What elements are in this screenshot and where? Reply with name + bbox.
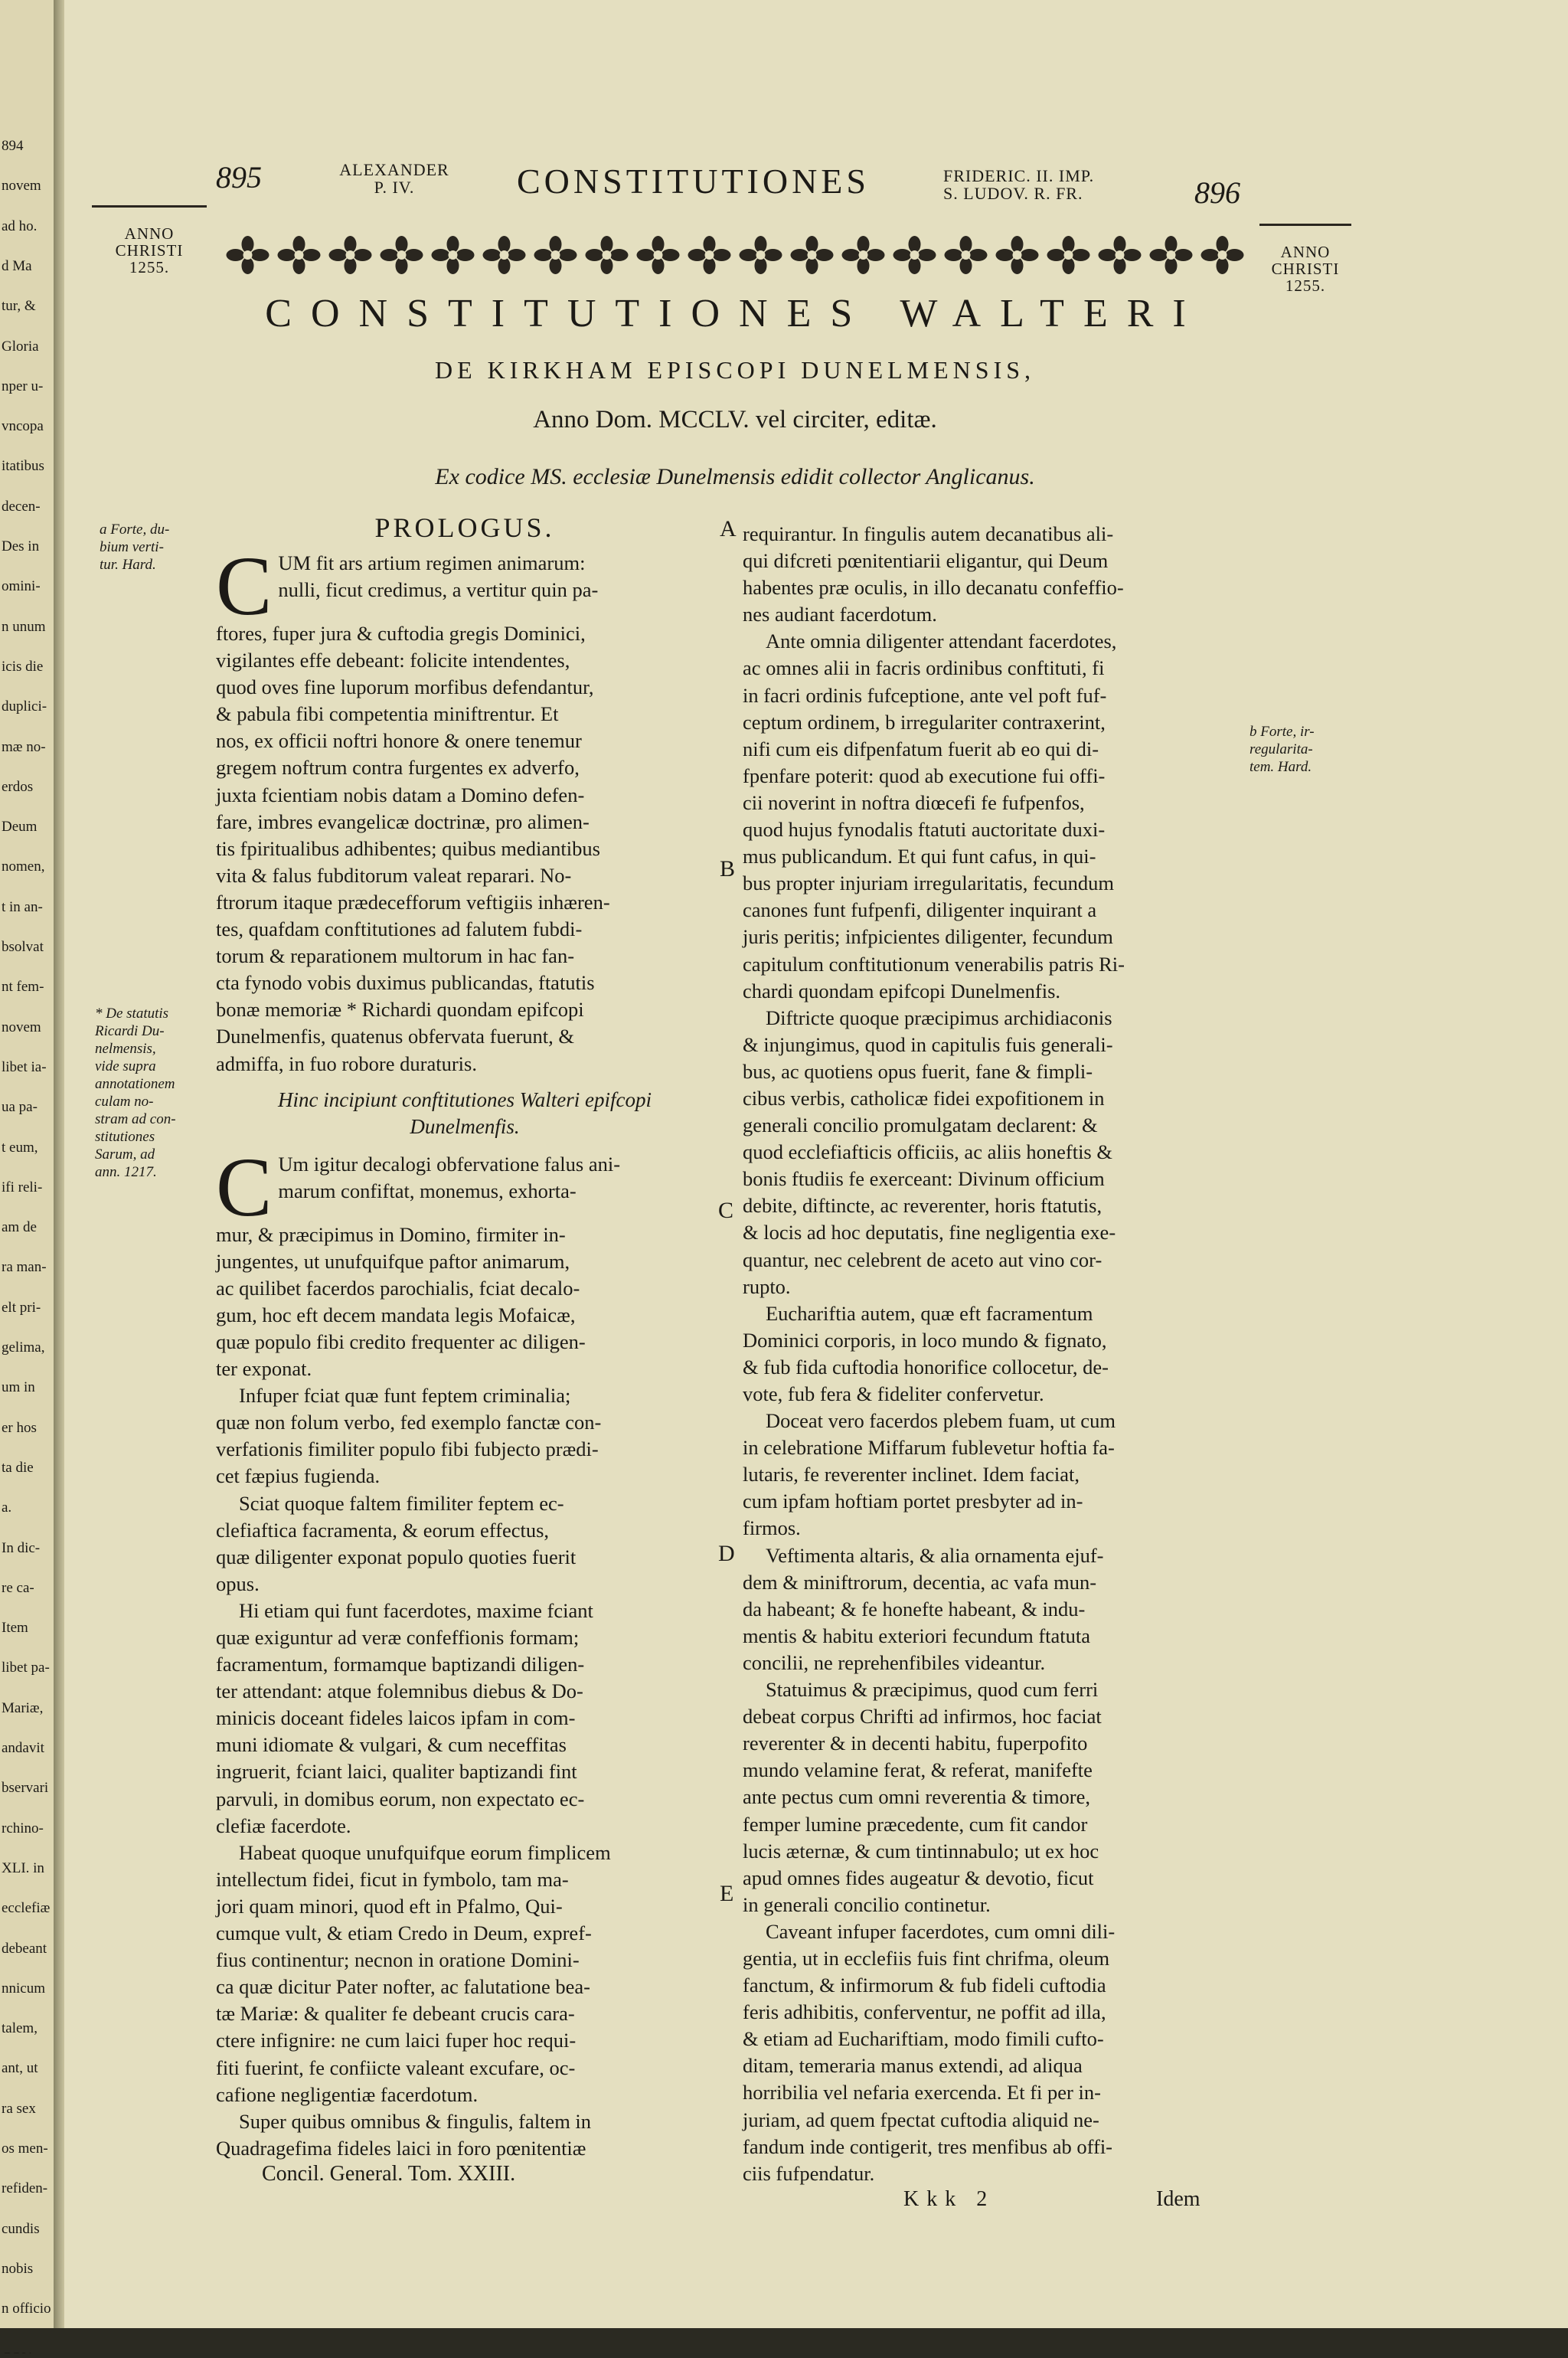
paragraph-vestimenta: Veftimenta altaris, & alia ornamenta ejuf- dem & miniftrorum, decentia, ac vafa mun- da habeant; & fe honefte habeant, & indu- mentis & habitu exteriori fecundum ftatuta concilii, ne reprehenfibiles videantur. bbox=[743, 1543, 1104, 1674]
signature-mark: Kkk 2 bbox=[903, 2186, 995, 2211]
column-right bbox=[743, 521, 1240, 2218]
anno-christi-right: ANNO CHRISTI 1255. bbox=[1271, 243, 1340, 295]
section-letter-c: C bbox=[718, 1198, 734, 1223]
ornament-motif bbox=[534, 236, 577, 274]
section-letter-b: B bbox=[720, 856, 736, 881]
facing-page-fragment: XLI. in bbox=[2, 1859, 44, 1876]
facing-page-fragment: elt pri- bbox=[2, 1299, 41, 1316]
ornament-motif bbox=[996, 236, 1039, 274]
paragraph-confessio: Hi etiam qui funt facerdotes, maxime fciant quæ exiguntur ad veræ confeffionis formam; facramentum, formamque baptizandi diligen- ter attendant: atque folemnibus diebus & Do- minicis doceant fideles laicos ipfam in com- muni idiomate & vulgari, & cum neceffitas ingruerit, fciant laici, qualiter baptizandi fint parvuli, in domibus eorum, non expectato ec- clefiæ facerdote. bbox=[216, 1598, 593, 1837]
section-subheading: Hinc incipiunt conftitutiones Walteri epifcopi Dunelmenfis. bbox=[278, 1087, 652, 1138]
facing-page-fragment: ra man- bbox=[2, 1259, 47, 1276]
ornament-motif bbox=[637, 236, 680, 274]
facing-page-fragment: libet pa- bbox=[2, 1660, 50, 1676]
ornament-motif bbox=[432, 236, 475, 274]
paragraph-quadragesima: Super quibus omnibus & fingulis, faltem in Quadragefima fideles laici in foro pœnitentiæ bbox=[216, 2109, 592, 2160]
facing-page-fragment: t eum, bbox=[2, 1139, 38, 1156]
paragraph-hostia: Doceat vero facerdos plebem fuam, ut cum in celebratione Miffarum fublevetur hoftia fa- lutaris, fe reverenter inclinet. Idem faciat, cum ipfam hoftiam portet presbyter ad in- firmos. bbox=[743, 1409, 1116, 1540]
ornament-motif bbox=[381, 236, 423, 274]
page-footer-right bbox=[743, 2187, 1240, 2218]
subtitle-author: DE KIRKHAM EPISCOPI DUNELMENSIS, bbox=[434, 356, 1036, 384]
header-left-label: ALEXANDER P. IV. bbox=[339, 160, 449, 197]
ornament-motif bbox=[483, 236, 526, 274]
section-letter-a: A bbox=[720, 516, 737, 541]
subtitle-date: Anno Dom. MCCLV. vel circiter, editæ. bbox=[533, 406, 937, 433]
facing-page-fragment: ta die bbox=[2, 1459, 34, 1476]
facing-page-fragment: Gloria bbox=[2, 338, 39, 355]
paragraph-archidiaconi: Diftricte quoque præcipimus archidiaconis & injungimus, quod in capitulis fuis generali- bus, ac quotiens opus fuerit, fane & fimpli- cibus verbis, catholicæ fidei expofitionem in generali concilio promulgatam declarent: & quod ecclefiafticis officiis, ac aliis honeftis & bonis ftudiis fe exerceant: Divinum officium debite, diftincte, ac reverenter, horis ftatutis, & locis ad hoc deputatis, fine negligentia exe- quantur, nec celebrent de aceto aut vino cor- rupto. bbox=[743, 1006, 1116, 1298]
anno-christi-left: ANNO CHRISTI 1255. bbox=[115, 224, 184, 276]
facing-page-fragment: mæ no- bbox=[2, 738, 46, 755]
ornament-motif bbox=[1047, 236, 1090, 274]
facing-page-fragment: duplici- bbox=[2, 698, 47, 715]
ornament-band bbox=[222, 231, 1248, 279]
facing-page-fragment: n officio bbox=[2, 2301, 51, 2317]
catchword: Idem bbox=[1156, 2186, 1200, 2211]
facing-page-edge bbox=[0, 0, 54, 2328]
facing-page-fragment: novem bbox=[2, 1019, 41, 1035]
paragraph-criminalia: Infuper fciat quæ funt feptem criminalia; quæ non folum verbo, fed exemplo fanctæ con- verfationis fimiliter populo fibi fubjecto prædi- cet fæpius fugienda. bbox=[216, 1384, 602, 1488]
ornament-motif bbox=[1150, 236, 1193, 274]
ornament-motif bbox=[740, 236, 782, 274]
page-number-right: 896 bbox=[1194, 175, 1240, 210]
facing-page-fragment: nnicum bbox=[2, 1980, 45, 1997]
facing-page-fragment: novem bbox=[2, 178, 41, 195]
column-left bbox=[216, 512, 714, 2186]
prologue-paragraph: C UM fit ars artium regimen animarum: nulli, ficut credimus, a vertitur quin pa- ftores, fuper jura & cuftodia gregis Dominici, vigilantes effe debeant: folicite intendentes, quod oves fine luporum morfibus defendantur, & pabula fibi competentia miniftrentur. Et nos, ex officii noftri honore & onere tenemur gregem noftrum contra furgentes ex adverfo, juxta fcientiam nobis datam a Domino defen- fare, imbres evangelicæ doctrinæ, pro alimen- tis fpiritualibus adhibentes; quibus mediantibus vita & falus fubditorum valeat reparari. No- ftrorum itaque prædecefforum veftigiis inhæren- tes, quafdam conftitutiones ad falutem fubdi- torum & reparationem multorum in hac fan- cta fynodo vobis duximus publicandas, ftatutis bonæ memoriæ * Richardi quondam epifcopi Dunelmenfis, quatenus obfervata fuerunt, & admiffa, in fuo robore duraturis. bbox=[216, 539, 610, 1075]
facing-page-fragment: ecclefiæ bbox=[2, 1900, 51, 1917]
facing-page-fragment: vncopa bbox=[2, 418, 44, 435]
ornament-motif bbox=[893, 236, 936, 274]
facing-page-fragment: ant, ut bbox=[2, 2060, 38, 2077]
facing-page-fragment: ad ho. bbox=[2, 217, 38, 234]
running-title: CONSTITUTIONES bbox=[517, 162, 870, 201]
facing-page-fragment: gelima, bbox=[2, 1339, 45, 1356]
facing-page-fragment: Deum bbox=[2, 819, 38, 836]
ornament-motif bbox=[278, 236, 321, 274]
facing-page-fragment: am de bbox=[2, 1219, 37, 1236]
background-strip bbox=[0, 2328, 1568, 2353]
facing-page-fragment: re ca- bbox=[2, 1579, 34, 1596]
facing-page-fragment: er hos bbox=[2, 1419, 37, 1436]
paragraph-chrisma: Caveant infuper facerdotes, cum omni dili- gentia, ut in ecclefiis fuis fint chrifma, oleum fanctum, & infirmorum & fub fideli cuftodia feris adhibitis, conferventur, ne poffit ad illa, & etiam ad Euchariftiam, modo fimili cufto- ditam, temeraria manus extendi, ad aliqua horribilia vel nefaria exercenda. Et fi per in- juriam, ad quem fpectat cuftodia aliquid ne- fandum inde contigerit, tres menfibus ab offi- ciis fufpendatur. bbox=[743, 1919, 1116, 2185]
facing-page-fragment: itatibus bbox=[2, 458, 44, 475]
facing-page-fragment: ua pa- bbox=[2, 1099, 38, 1116]
facing-page-fragment: icis die bbox=[2, 658, 44, 675]
paragraph-fides: Habeat quoque unufquifque eorum fimplicem intellectum fidei, ficut in fymbolo, tam ma- jori quam minori, quod eft in Pfalmo, Qui- cumque vult, & etiam Credo in Deum, expref- fius continentur; necnon in oratione Domini- ca quæ dicitur Pater nofter, ac falutatione bea- tæ Mariæ: & qualiter fe debeant crucis cara- ctere infignire: ne cum laici fuper hoc requi- fiti fuerint, fe confiicte valeant excufare, oc- cafione negligentiæ facerdotum. bbox=[216, 1840, 611, 2106]
facing-page-fragment: 894 bbox=[2, 138, 24, 154]
facing-page-fragment: In dic- bbox=[2, 1539, 41, 1556]
facing-page-fragment: Item bbox=[2, 1620, 28, 1637]
facing-page-fragment: decen- bbox=[2, 498, 41, 515]
facing-page-fragment: talem, bbox=[2, 2020, 38, 2037]
margin-note-star: * De statutis Ricardi Du- nelmensis, vide supra annotationem culam no- stram ad con- stitutiones Sarum, ad ann. 1217. bbox=[95, 1006, 176, 1180]
facing-page-fragment: ifi reli- bbox=[2, 1179, 43, 1195]
paragraph-eucharistia: Euchariftia autem, quæ eft facramentum Dominici corporis, in loco mundo & fignato, & fub fida cuftodia honorifice collocetur, de- vote, fub fera & fideliter confervetur. bbox=[743, 1301, 1109, 1405]
facing-page-fragment: cundis bbox=[2, 2220, 40, 2237]
ornament-motif bbox=[791, 236, 834, 274]
facing-page-fragment: n unum bbox=[2, 618, 46, 635]
facing-page-fragment: t in an- bbox=[2, 898, 43, 915]
facing-page-fragment: Des in bbox=[2, 538, 40, 554]
header-rule-left bbox=[92, 205, 207, 208]
ornament-motif bbox=[227, 236, 270, 274]
ornament-motif bbox=[329, 236, 372, 274]
page-number-left: 895 bbox=[216, 160, 262, 195]
ornament-motif bbox=[842, 236, 885, 274]
facing-page-fragment: nomen, bbox=[2, 858, 45, 875]
facing-page-fragment: d Ma bbox=[2, 257, 32, 274]
facing-page-fragment: um in bbox=[2, 1379, 35, 1396]
prologue-heading: PROLOGUS. bbox=[374, 512, 555, 543]
paragraph-irregularitas: Ante omnia diligenter attendant facerdotes, ac omnes alii in facris ordinibus conftituti, fi in facri ordinis fufceptione, ante vel poft fuf- ceptum ordinem, b irregulariter contraxerint, nifi cum eis difpenfatum fuerit ab eo qui di- fpenfare poterit: quod ab executione fui offi- cii noverint in noftra diœcefi fe fufpenfos, quod hujus fynodalis ftatuti auctoritate duxi- mus publicandum. Et qui funt cafus, in qui- bus propter injuriam irregularitatis, fecundum canones funt fufpenfi, diligenter inquirant a juris peritis; infpicientes diligenter, fecundum capitulum conftitutionum venerabilis patris Ri- chardi quondam epifcopi Dunelmenfis. bbox=[743, 630, 1125, 1002]
facing-page-fragment: rchino- bbox=[2, 1820, 44, 1836]
header-right-label: FRIDERIC. II. IMP. S. LUDOV. R. FR. bbox=[943, 166, 1095, 203]
header-rule-right bbox=[1259, 224, 1351, 226]
margin-note-a: a Forte, du- bium verti- tur. Hard. bbox=[100, 522, 170, 573]
facing-page-fragment: nobis bbox=[2, 2260, 34, 2277]
facing-page-fragment: refiden- bbox=[2, 2180, 48, 2197]
book-gutter bbox=[54, 0, 64, 2328]
paragraph-poenitentiarii: requirantur. In fingulis autem decanatibus ali- qui difcreti pœnitentiarii eligantur, qui Deum habentes præ oculis, in illo decanatu confeffio- nes audiant facerdotum. bbox=[743, 522, 1124, 626]
drop-cap-section: C bbox=[216, 1140, 273, 1234]
source-note: Ex codice MS. ecclesiæ Dunelmensis edidit collector Anglicanus. bbox=[435, 464, 1035, 489]
facing-page-fragment: andavit bbox=[2, 1740, 44, 1756]
facing-page-fragment: nt fem- bbox=[2, 979, 44, 996]
footer-volume: Concil. General. Tom. XXIII. bbox=[262, 2161, 516, 2186]
facing-page-fragment: nper u- bbox=[2, 378, 44, 394]
section-letter-d: D bbox=[718, 1541, 735, 1566]
facing-page-fragment: ra sex bbox=[2, 2100, 36, 2117]
facing-page-fragment: bsolvat bbox=[2, 939, 44, 955]
facing-page-fragment: libet ia- bbox=[2, 1058, 47, 1075]
ornament-motif bbox=[586, 236, 629, 274]
drop-cap-prologue: C bbox=[216, 539, 273, 633]
facing-page-fragment: Mariæ, bbox=[2, 1699, 44, 1716]
facing-page-fragment: debeant bbox=[2, 1940, 47, 1957]
facing-page-fragment: bservari bbox=[2, 1780, 49, 1797]
section-letter-e: E bbox=[720, 1881, 734, 1906]
ornament-motif bbox=[688, 236, 731, 274]
paragraph-sacramenta: Sciat quoque faltem fimiliter feptem ec- clefiaftica facramenta, & eorum effectus, quæ diligenter exponat populo quoties fuerit opus. bbox=[216, 1491, 577, 1595]
ornament-motif bbox=[1099, 236, 1142, 274]
facing-page-fragment: os men- bbox=[2, 2141, 48, 2157]
facing-page-fragment: tur, & bbox=[2, 298, 36, 315]
ornament-motif bbox=[945, 236, 988, 274]
facing-page-fragment: omini- bbox=[2, 578, 41, 595]
facing-page-fragment: a. bbox=[2, 1500, 12, 1516]
paragraph-decalogue: C Um igitur decalogi obfervatione falus ani- marum confiftat, monemus, exhorta- mur, & præcipimus in Domino, firmiter in- jungentes, ut unufquifque paftor animarum, ac quilibet facerdos parochialis, fciat decalo- gum, hoc eft decem mandata legis Mofaicæ, quæ populo fibi credito frequenter ac diligen- ter exponat. bbox=[216, 1140, 621, 1381]
facing-page-fragment: erdos bbox=[2, 778, 34, 795]
ornament-motif bbox=[1201, 236, 1244, 274]
margin-note-b: b Forte, ir- regularita- tem. Hard. bbox=[1250, 724, 1315, 775]
main-title: CONSTITUTIONES WALTERI bbox=[265, 292, 1205, 335]
paragraph-corpus-christi: Statuimus & præcipimus, quod cum ferri debeat corpus Chrifti ad infirmos, hoc faciat reverenter & in decenti habitu, fuperpofito mundo velamine ferat, & referat, manifefte ante pectus cum omni reverentia & timore, femper lumine præcedente, cum fit candor lucis æternæ, & cum tintinnabulo; ut ex hoc apud omnes fides augeatur & devotio, ficut in generali concilio continetur. bbox=[743, 1678, 1102, 1916]
